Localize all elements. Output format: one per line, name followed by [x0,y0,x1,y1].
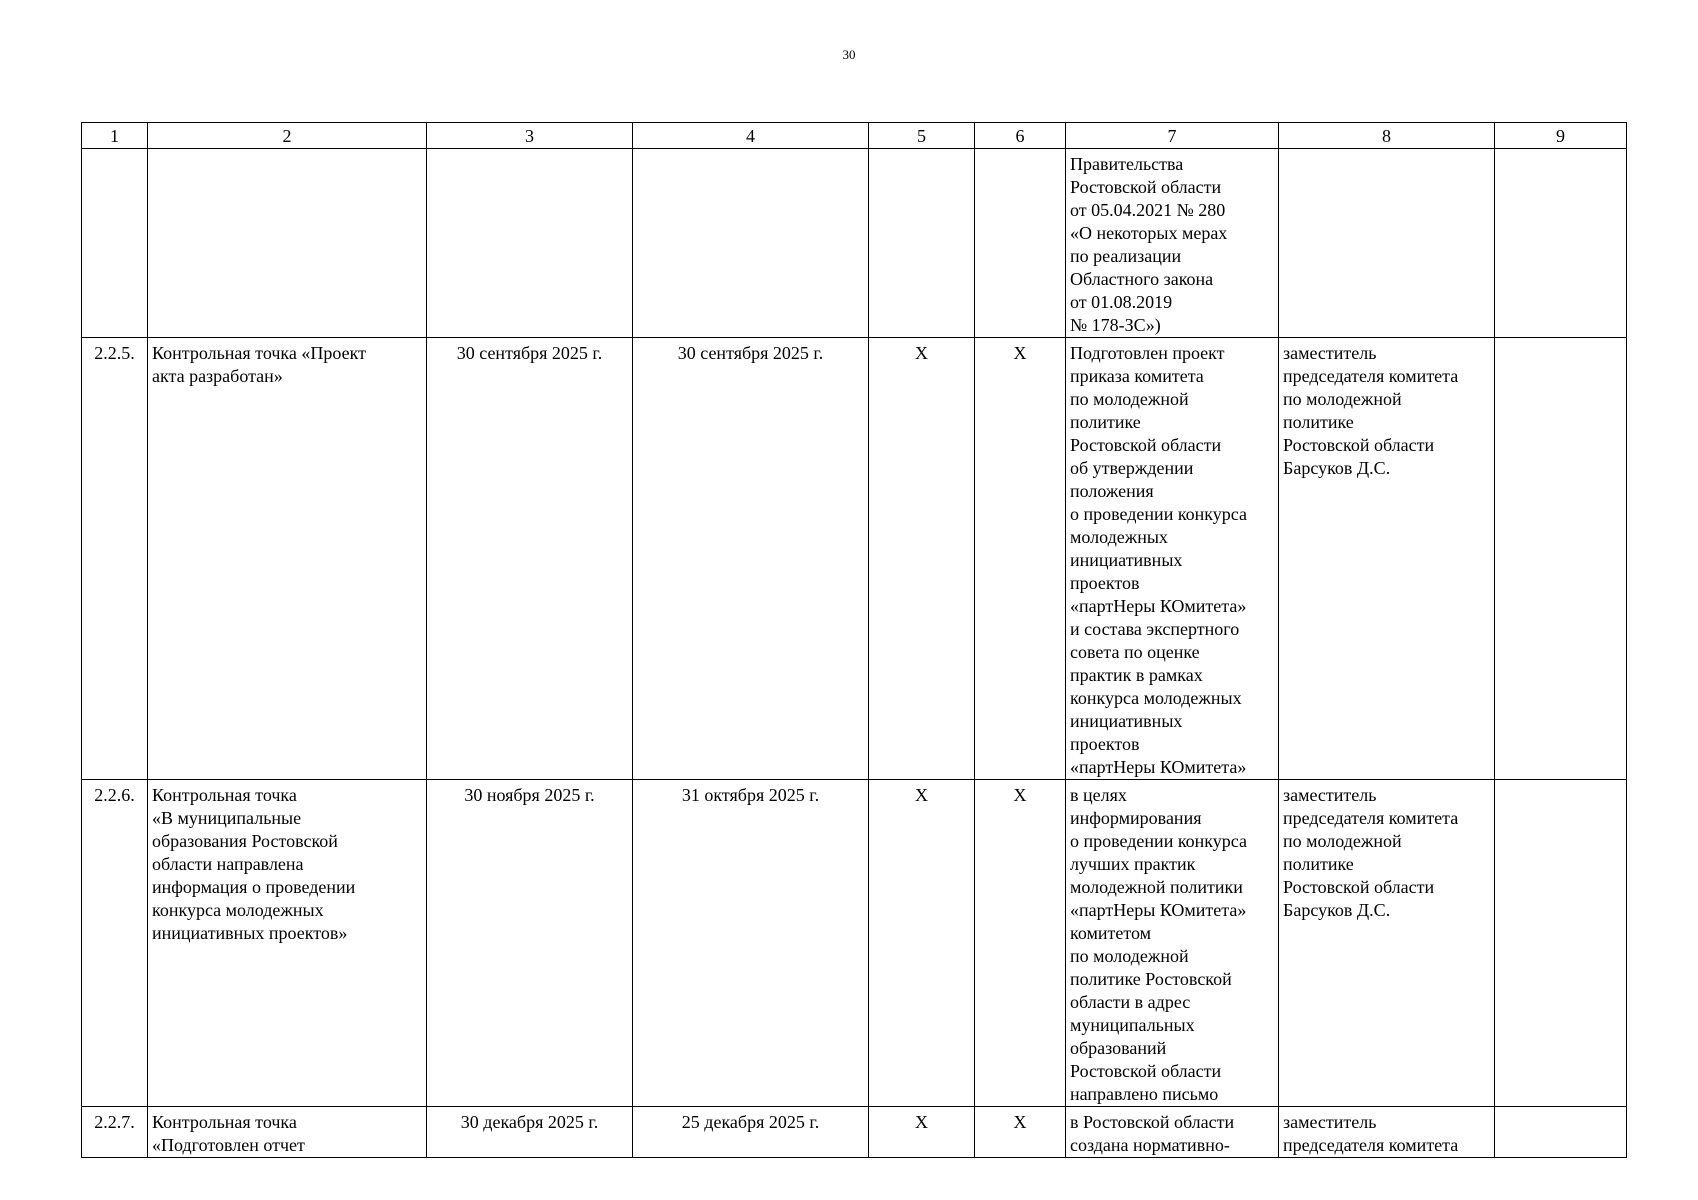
row-number-cell: 2.2.5. [82,338,148,780]
table-row [82,149,1627,338]
column-header: 9 [1495,123,1627,149]
column-9-cell [1495,1107,1627,1158]
control-point-name-cell: Контрольная точка «Проект акта разработан» [148,338,427,780]
column-header: 3 [427,123,633,149]
control-point-name-cell: Контрольная точка «Подготовлен отчет [148,1107,427,1158]
responsible-cell: заместитель председателя комитета по молодежной политике Ростовской области Барсуков Д.С. [1279,338,1495,780]
table-row [82,338,1627,780]
page-number: 30 [842,47,856,62]
plan-date-cell: 30 ноября 2025 г. [427,780,633,1107]
column-header: 2 [148,123,427,149]
row-number-cell [82,149,148,338]
table-row [82,1107,1627,1158]
result-cell: в Ростовской области создана нормативно- [1066,1107,1279,1158]
table-header-row [82,123,1627,149]
column-9-cell [1495,338,1627,780]
responsible-cell: заместитель председателя комитета по молодежной политике Ростовской области Барсуков Д.С. [1279,780,1495,1107]
column-6-cell: Х [975,338,1066,780]
column-header: 1 [82,123,148,149]
column-5-cell: Х [869,1107,975,1158]
column-header: 5 [869,123,975,149]
column-header: 8 [1279,123,1495,149]
result-cell: Правительства Ростовской области от 05.04.2021 № 280 «О некоторых мерах по реализации Областного закона от 01.08.2019 № 178-ЗС») [1066,149,1279,338]
fact-date-cell [633,149,869,338]
column-6-cell [975,149,1066,338]
fact-date-cell: 30 сентября 2025 г. [633,338,869,780]
fact-date-cell: 25 декабря 2025 г. [633,1107,869,1158]
result-cell: Подготовлен проект приказа комитета по молодежной политике Ростовской области об утверждении положения о проведении конкурса молодежных инициативных проектов «партНеры КОмитета» и состава экспертного совета по оценке практик в рамках конкурса молодежных инициативных проектов «партНеры КОмитета» [1066,338,1279,780]
control-point-name-cell: Контрольная точка «В муниципальные образования Ростовской области направлена информация о проведении конкурса молодежных инициативных проектов» [148,780,427,1107]
row-number-cell: 2.2.6. [82,780,148,1107]
plan-date-cell: 30 декабря 2025 г. [427,1107,633,1158]
row-number-cell: 2.2.7. [82,1107,148,1158]
column-header: 6 [975,123,1066,149]
result-cell: в целях информирования о проведении конкурса лучших практик молодежной политики «партНеры КОмитета» комитетом по молодежной политике Ростовской области в адрес муниципальных образований Ростовской области направлено письмо [1066,780,1279,1107]
column-5-cell [869,149,975,338]
responsible-cell [1279,149,1495,338]
plan-date-cell [427,149,633,338]
column-5-cell: Х [869,780,975,1107]
control-points-table [81,122,1627,1158]
column-header: 4 [633,123,869,149]
control-point-name-cell [148,149,427,338]
table-row [82,780,1627,1107]
plan-date-cell: 30 сентября 2025 г. [427,338,633,780]
column-6-cell: Х [975,780,1066,1107]
responsible-cell: заместитель председателя комитета [1279,1107,1495,1158]
column-header: 7 [1066,123,1279,149]
column-9-cell [1495,149,1627,338]
fact-date-cell: 31 октября 2025 г. [633,780,869,1107]
column-9-cell [1495,780,1627,1107]
column-5-cell: Х [869,338,975,780]
column-6-cell: Х [975,1107,1066,1158]
